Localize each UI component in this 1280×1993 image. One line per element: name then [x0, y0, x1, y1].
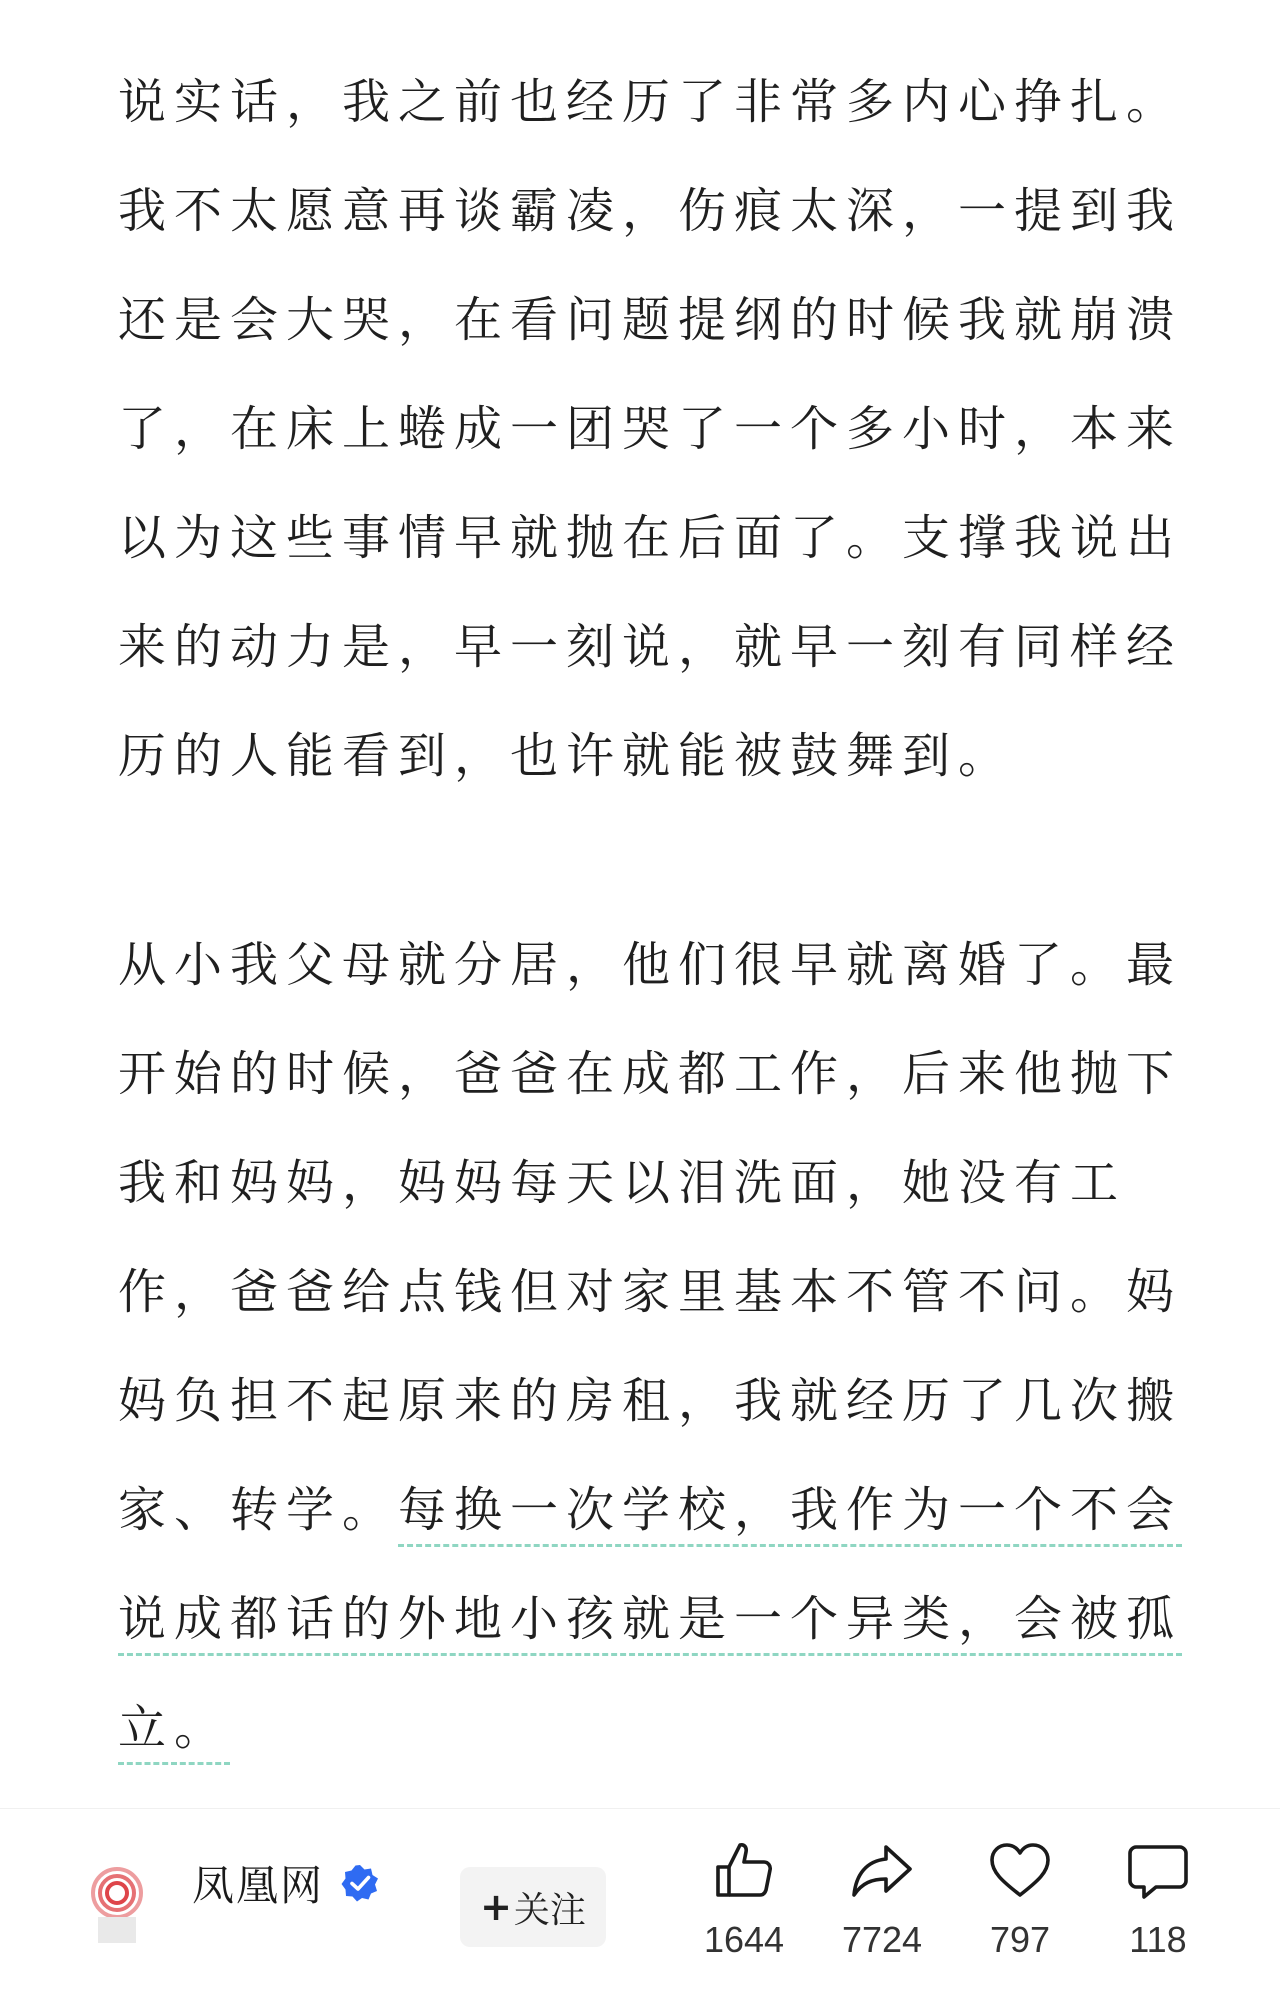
- paragraph-1: [118, 48, 1183, 811]
- comment-button[interactable]: [1098, 1839, 1218, 1961]
- plus-icon: +: [480, 1885, 512, 1929]
- bottom-action-bar: [0, 1808, 1280, 1993]
- publisher-name[interactable]: 凤凰网: [192, 1861, 325, 1910]
- plain-text: 家、转学。: [118, 1482, 399, 1538]
- paragraph-line: 我不太愿意再谈霸凌，伤痕太深，一提到我: [118, 183, 1183, 239]
- paragraph-line: 开始的时候，爸爸在成都工作，后来他抛下: [118, 1046, 1183, 1102]
- paragraph-2: [118, 911, 1183, 1783]
- paragraph-line: [118, 1674, 1168, 1783]
- paragraph-line: 历的人能看到，也许就能被鼓舞到。: [118, 728, 1015, 784]
- thumbs-up-icon: [712, 1839, 776, 1903]
- highlighted-quote[interactable]: 立。: [118, 1700, 231, 1756]
- verified-badge-icon: [340, 1863, 380, 1903]
- paragraph-line: 了，在床上蜷成一团哭了一个多小时，本来: [118, 401, 1183, 457]
- favorite-button[interactable]: [960, 1839, 1080, 1961]
- paragraph-line: 我和妈妈，妈妈每天以泪洗面，她没有工: [118, 1155, 1127, 1211]
- publisher-logo-icon[interactable]: [88, 1857, 146, 1947]
- paragraph-line: 妈负担不起原来的房租，我就经历了几次搬: [118, 1373, 1183, 1429]
- paragraph-line: 从小我父母就分居，他们很早就离婚了。最: [118, 937, 1183, 993]
- paragraph-line: 来的动力是，早一刻说，就早一刻有同样经: [118, 619, 1183, 675]
- comment-bubble-icon: [1126, 1839, 1190, 1903]
- article-body: [118, 48, 1183, 1783]
- like-button[interactable]: [684, 1839, 804, 1961]
- paragraph-line: [118, 1565, 1183, 1674]
- highlighted-quote[interactable]: 每换一次学校，我作为一个不会: [398, 1482, 1183, 1538]
- share-arrow-icon: [850, 1839, 914, 1903]
- paragraph-line: 以为这些事情早就抛在后面了。支撑我说出: [118, 510, 1183, 566]
- paragraph-line: 说实话，我之前也经历了非常多内心挣扎。: [118, 74, 1183, 130]
- paragraph-line: 作，爸爸给点钱但对家里基本不管不问。妈: [118, 1264, 1183, 1320]
- comment-count: 118: [1129, 1919, 1187, 1960]
- heart-icon: [988, 1839, 1052, 1903]
- paragraph-line: 还是会大哭，在看问题提纲的时候我就崩溃: [118, 292, 1183, 348]
- share-count: 7724: [841, 1919, 923, 1960]
- paragraph-line: [118, 1456, 1183, 1565]
- like-count: 1644: [703, 1919, 785, 1960]
- highlighted-quote[interactable]: 说成都话的外地小孩就是一个异类，会被孤: [118, 1591, 1183, 1647]
- favorite-count: 797: [989, 1919, 1051, 1960]
- follow-label: 关注: [513, 1889, 586, 1931]
- follow-button[interactable]: [460, 1867, 606, 1947]
- share-button[interactable]: [822, 1839, 942, 1961]
